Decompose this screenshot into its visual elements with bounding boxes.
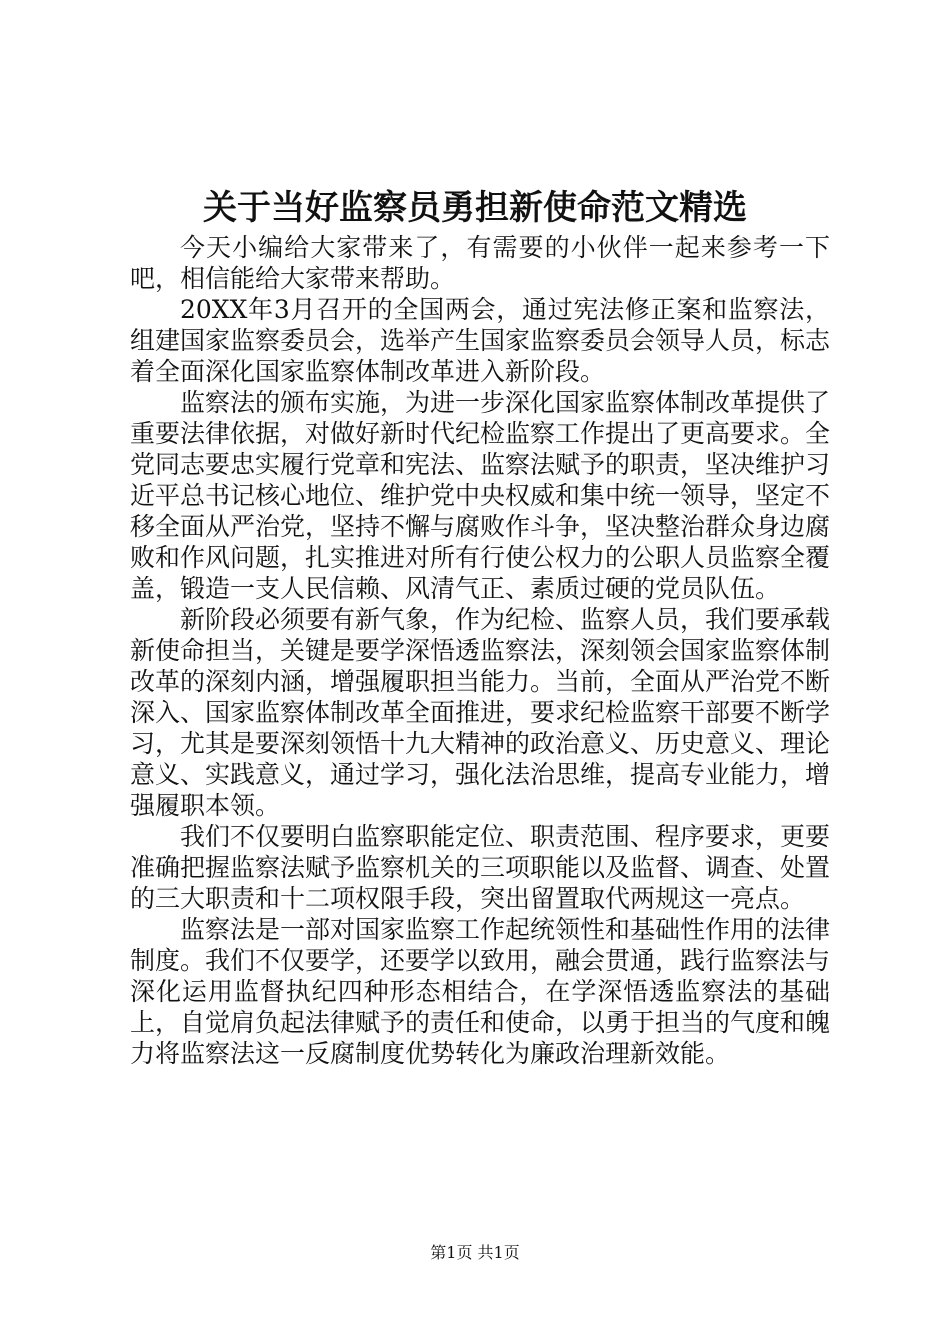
paragraph-3: 监察法的颁布实施，为进一步深化国家监察体制改革提供了重要法律依据，对做好新时代纪检监察工作提出了更高要求。全党同志要忠实履行党章和宪法、监察法赋予的职责，坚决维护习近平总书记核心地位、维护党中央权威和集中统一领导，坚定不移全面从严治党，坚持不懈与腐败作斗争，坚决整治群众身边腐败和作风问题，扎实推进对所有行使公权力的公职人员监察全覆盖，锻造一支人民信赖、风清气正、素质过硬的党员队伍。 xyxy=(130,388,831,603)
paragraph-1: 今天小编给大家带来了，有需要的小伙伴一起来参考一下吧，相信能给大家带来帮助。 xyxy=(130,233,830,293)
document-body xyxy=(130,232,830,1069)
document-title: 关于当好监察员勇担新使命范文精选 xyxy=(203,188,747,228)
paragraph-6: 监察法是一部对国家监察工作起统领性和基础性作用的法律制度。我们不仅要学，还要学以致用，融会贯通，践行监察法与深化运用监督执纪四种形态相结合，在学深悟透监察法的基础上，自觉肩负起法律赋予的责任和使命，以勇于担当的气度和魄力将监察法这一反腐制度优势转化为廉政治理新效能。 xyxy=(130,915,831,1068)
paragraph-4: 新阶段必须要有新气象，作为纪检、监察人员，我们要承载新使命担当，关键是要学深悟透监察法，深刻领会国家监察体制改革的深刻内涵，增强履职担当能力。当前，全面从严治党不断深入、国家监察体制改革全面推进，要求纪检监察干部要不断学习，尤其是要深刻领悟十九大精神的政治意义、历史意义、理论意义、实践意义，通过学习，强化法治思维，提高专业能力，增强履职本领。 xyxy=(130,605,831,820)
page-footer: 第1页 共1页 xyxy=(430,1243,520,1262)
paragraph-2: 20XX年3月召开的全国两会，通过宪法修正案和监察法，组建国家监察委员会，选举产生国家监察委员会领导人员，标志着全面深化国家监察体制改革进入新阶段。 xyxy=(130,295,831,386)
paragraph-5: 我们不仅要明白监察职能定位、职责范围、程序要求，更要准确把握监察法赋予监察机关的三项职能以及监督、调查、处置的三大职责和十二项权限手段，突出留置取代两规这一亮点。 xyxy=(130,822,831,913)
